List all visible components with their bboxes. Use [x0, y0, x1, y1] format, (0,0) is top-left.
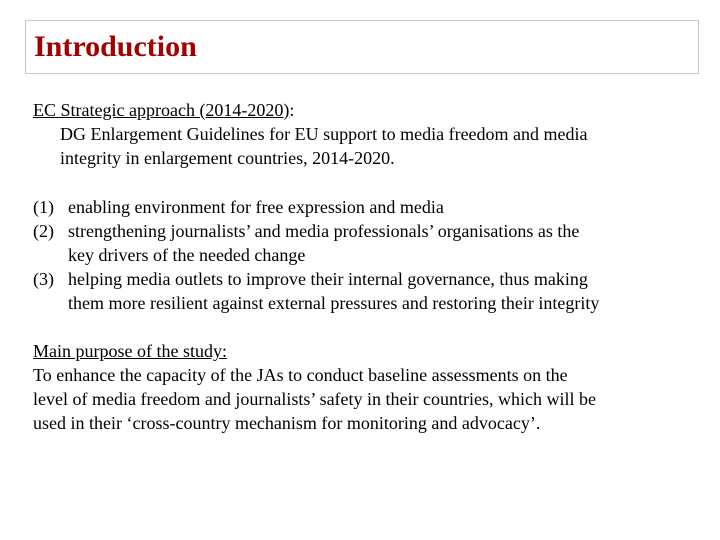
list-item: [33, 267, 673, 315]
slide-title: Introduction: [34, 30, 197, 63]
objectives-list: [33, 195, 673, 315]
purpose-section: [33, 339, 673, 435]
list-item-line: enabling environment for free expression and media: [68, 197, 444, 217]
purpose-line: To enhance the capacity of the JAs to conduct baseline assessments on the: [33, 365, 568, 385]
slide-content: [33, 98, 673, 435]
list-item: [33, 195, 673, 219]
strategic-approach-line: [33, 98, 673, 122]
list-item-line: strengthening journalists’ and media professionals’ organisations as the: [68, 221, 580, 241]
list-item-number: (1): [33, 197, 54, 217]
strategic-approach-heading: EC Strategic approach (2014-2020): [33, 100, 290, 120]
list-item-line: key drivers of the needed change: [68, 245, 306, 265]
purpose-heading: Main purpose of the study:: [33, 341, 227, 361]
list-item: [33, 219, 673, 267]
title-box: [25, 20, 699, 74]
guidelines-line-2: integrity in enlargement countries, 2014-2020.: [60, 148, 395, 168]
list-item-line: them more resilient against external pressures and restoring their integrity: [68, 293, 600, 313]
list-item-number: (2): [33, 221, 54, 241]
list-item-line: helping media outlets to improve their internal governance, thus making: [68, 269, 588, 289]
strategic-approach-colon: :: [289, 100, 295, 120]
purpose-line: level of media freedom and journalists’ safety in their countries, which will be: [33, 389, 596, 409]
list-item-number: (3): [33, 269, 54, 289]
guidelines-line-1: DG Enlargement Guidelines for EU support to media freedom and media: [60, 124, 588, 144]
purpose-line: used in their ‘cross-country mechanism for monitoring and advocacy’.: [33, 413, 541, 433]
